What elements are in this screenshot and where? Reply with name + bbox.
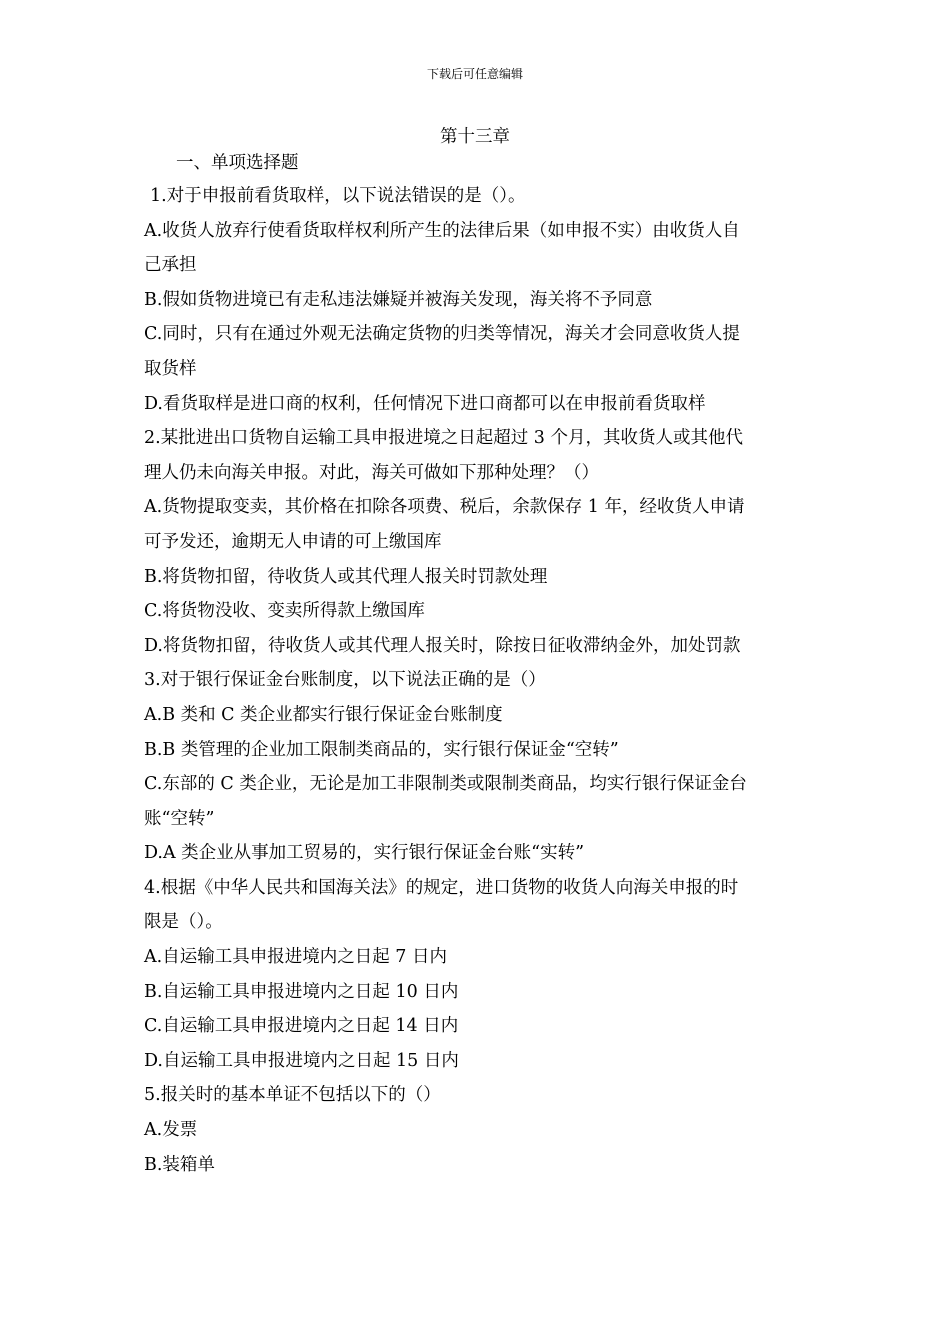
text-line: A.自运输工具申报进境内之日起 7 日内 <box>144 947 447 968</box>
text-line: 4.根据《中华人民共和国海关法》的规定，进口货物的收货人向海关申报的时 <box>144 877 739 898</box>
body-text <box>144 185 809 1188</box>
text-line: A.发票 <box>144 1120 198 1141</box>
text-line: 己承担 <box>144 255 197 276</box>
text-line: C.将货物没收、变卖所得款上缴国库 <box>144 601 425 622</box>
text-line: 账“空转” <box>144 808 215 829</box>
text-line: D.看货取样是进口商的权利，任何情况下进口商都可以在申报前看货取样 <box>144 393 706 414</box>
text-line: B.假如货物进境已有走私违法嫌疑并被海关发现，海关将不予同意 <box>144 289 653 310</box>
header-note: 下载后可任意编辑 <box>426 67 523 81</box>
text-line: B.B 类管理的企业加工限制类商品的，实行银行保证金“空转” <box>144 739 619 760</box>
text-line: 理人仍未向海关申报。对此，海关可做如下那种处理？（） <box>144 462 599 483</box>
text-line: 1.对于申报前看货取样，以下说法错误的是（）。 <box>150 186 526 206</box>
text-line: A.收货人放弃行使看货取样权利所产生的法律后果（如申报不实）由收货人自 <box>144 220 740 241</box>
text-line: B.将货物扣留，待收货人或其代理人报关时罚款处理 <box>144 566 548 587</box>
text-line: 2.某批进出口货物自运输工具申报进境之日起超过 3 个月，其收货人或其他代 <box>144 428 743 449</box>
text-line: A.货物提取变卖，其价格在扣除各项费、税后，余款保存 1 年，经收货人申请 <box>144 497 745 518</box>
section-heading: 一、单项选择题 <box>176 153 299 173</box>
text-line: 可予发还，逾期无人申请的可上缴国库 <box>144 531 442 552</box>
chapter-title: 第十三章 <box>440 127 510 147</box>
text-line: B.自运输工具申报进境内之日起 10 日内 <box>144 981 459 1002</box>
text-line: A.B 类和 C 类企业都实行银行保证金台账制度 <box>144 704 503 725</box>
text-line: 取货样 <box>144 358 197 379</box>
text-line: D.自运输工具申报进境内之日起 15 日内 <box>144 1050 459 1071</box>
text-line: C.东部的 C 类企业，无论是加工非限制类或限制类商品，均实行银行保证金台 <box>144 774 747 795</box>
text-line: 5.报关时的基本单证不包括以下的（） <box>144 1085 441 1106</box>
text-line: 3.对于银行保证金台账制度，以下说法正确的是（） <box>144 670 546 691</box>
text-line: D.将货物扣留，待收货人或其代理人报关时，除按日征收滞纳金外，加处罚款 <box>144 635 741 656</box>
text-line: 限是（）。 <box>144 912 223 933</box>
text-line: C.同时，只有在通过外观无法确定货物的归类等情况，海关才会同意收货人提 <box>144 324 740 345</box>
text-line: B.装箱单 <box>144 1154 215 1175</box>
text-line: D.A 类企业从事加工贸易的，实行银行保证金台账“实转” <box>144 843 585 864</box>
text-line: C.自运输工具申报进境内之日起 14 日内 <box>144 1016 459 1037</box>
